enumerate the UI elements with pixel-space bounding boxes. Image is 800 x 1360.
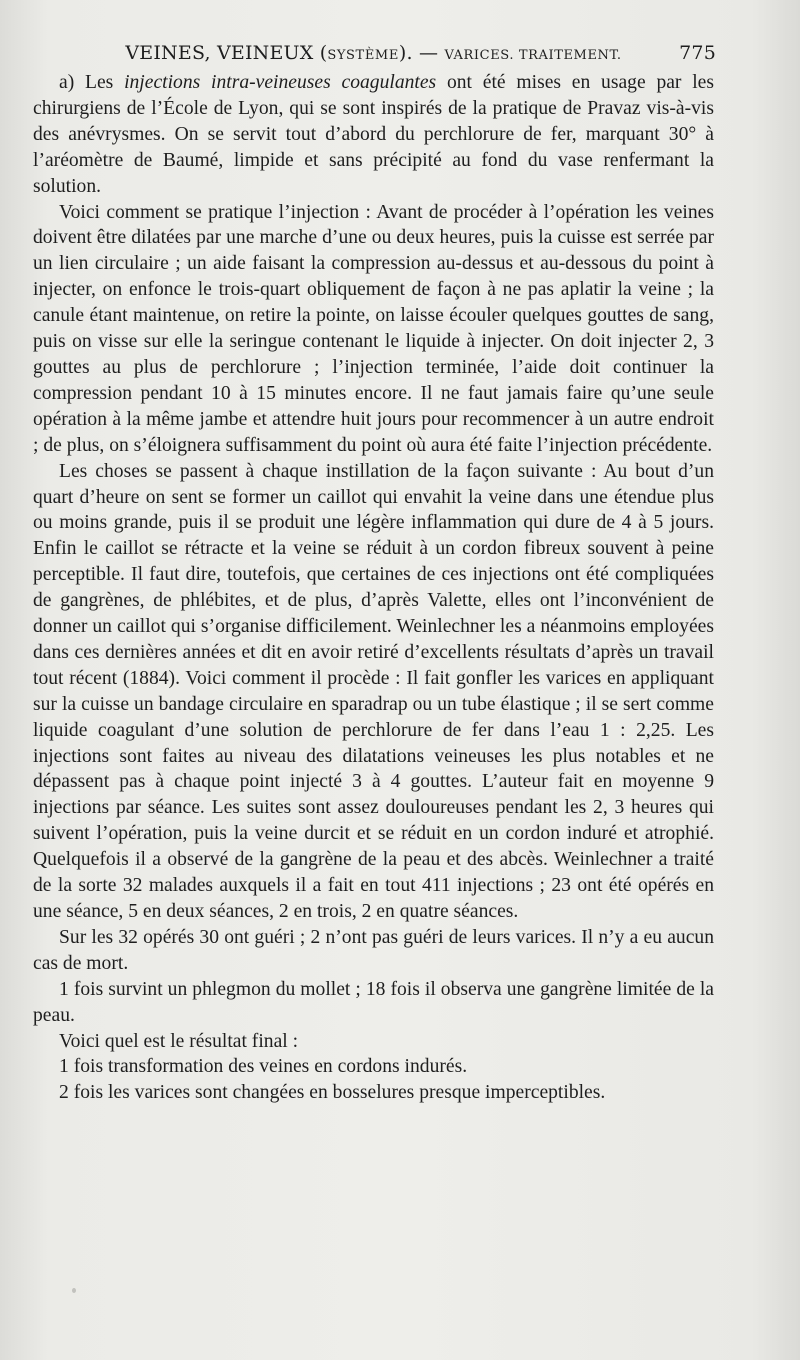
paragraph-6: Voici quel est le résultat final :	[59, 1030, 299, 1052]
running-head-smallcaps-section: VARICES. TRAITEMENT.	[444, 48, 622, 63]
paragraph-1-rest: ont été mises en usage par les chirurgiens de l’École de Lyon, qui se sont inspirés de la pratique de Pravaz vis-à-vis des anévrysmes. On se servit tout d’abord du perchlorure de fer, marquant 30° à l’aréomètre de Baumé, limpide et sans précipité au fond du vase renfermant la solution.	[33, 72, 714, 197]
paragraph-4: Sur les 32 opérés 30 ont guéri ; 2 n’ont pas guéri de leurs varices. Il n’y a eu aucun cas de mort.	[33, 926, 714, 974]
paragraph-5: 1 fois survint un phlegmon du mollet ; 18 fois il observa une gangrène limitée de la peau.	[33, 978, 714, 1026]
running-head-smallcaps-system: SYSTÈME	[327, 48, 399, 63]
paragraph-7: 1 fois transformation des veines en cordons indurés.	[59, 1056, 468, 1078]
paragraph-1	[33, 70, 714, 200]
paragraph-8: 2 fois les varices sont changées en bosselures presque imperceptibles.	[59, 1082, 606, 1104]
running-head-title-part2: ). —	[398, 42, 445, 64]
body-text	[33, 70, 714, 1106]
paper-stain	[72, 1288, 76, 1293]
running-head	[33, 36, 714, 70]
paragraph-1-lead: a) Les	[59, 72, 125, 93]
paragraph-1-emphasis: injections intra-veineuses coagulantes	[124, 72, 437, 93]
running-head-title	[125, 42, 621, 64]
paragraph-2: Voici comment se pratique l’injection : Avant de procéder à l’opération les veines doivent être dilatées par une marche d’une ou deux heures, puis la cuisse est serrée par un lien circulaire ; un aide faisant la compression au-dessus et au-dessous du point à injecter, on enfonce le trois-quart obliquement de façon à ne pas aplatir la veine ; la canule étant maintenue, on retire la pointe, on laisse écouler quelques gouttes de sang, puis on visse sur elle la seringue contenant le liquide à injecter. On doit injecter 2, 3 gouttes au plus de perchlorure ; l’injection terminée, l’aide doit continuer la compression pendant 10 à 15 minutes encore. Il ne faut jamais faire qu’une seule opération à la même jambe et attendre huit jours pour recommencer à un autre endroit ; de plus, on s’éloignera suffisamment du point où aura été faite l’injection précédente.	[33, 201, 714, 456]
page-number: 775	[679, 42, 716, 64]
running-head-title-part1: VEINES, VEINEUX (	[125, 42, 328, 64]
paragraph-3: Les choses se passent à chaque instillation de la façon suivante : Au bout d’un quart d’heure on sent se former un caillot qui envahit la veine dans une étendue plus ou moins grande, puis il se produit une légère inflammation qui dure de 4 à 5 jours. Enfin le caillot se rétracte et la veine se réduit à un cordon fibreux souvent à peine perceptible. Il faut dire, toutefois, que certaines de ces injections ont été compliquées de gangrènes, de phlébites, et de plus, d’après Valette, elles ont l’inconvénient de donner un caillot qui s’organise difficilement. Weinlechner les a néanmoins employées dans ces dernières années et dit en avoir retiré d’excellents résultats d’après un travail tout récent (1884). Voici comment il procède : Il fait gonfler les varices en appliquant sur la cuisse un bandage circulaire en sparadrap ou un tube élastique ; il se sert comme liquide coagulant d’une solution de perchlorure de fer dans l’eau 1 : 2,25. Les injections sont faites au niveau des dilatations veineuses les plus notables et ne dépassent pas à chaque point injecté 3 à 4 gouttes. L’auteur fait en moyenne 9 injections par séance. Les suites sont assez douloureuses pendant les 2, 3 heures qui suivent l’opération, puis la veine durcit et se réduit en un cordon induré et atrophié. Quelquefois il a observé de la gangrène de la peau et des abcès. Weinlechner a traité de la sorte 32 malades auxquels il a fait en tout 411 injections ; 23 ont été opérés en une séance, 5 en deux séances, 2 en trois, 2 en quatre séances.	[33, 460, 714, 922]
